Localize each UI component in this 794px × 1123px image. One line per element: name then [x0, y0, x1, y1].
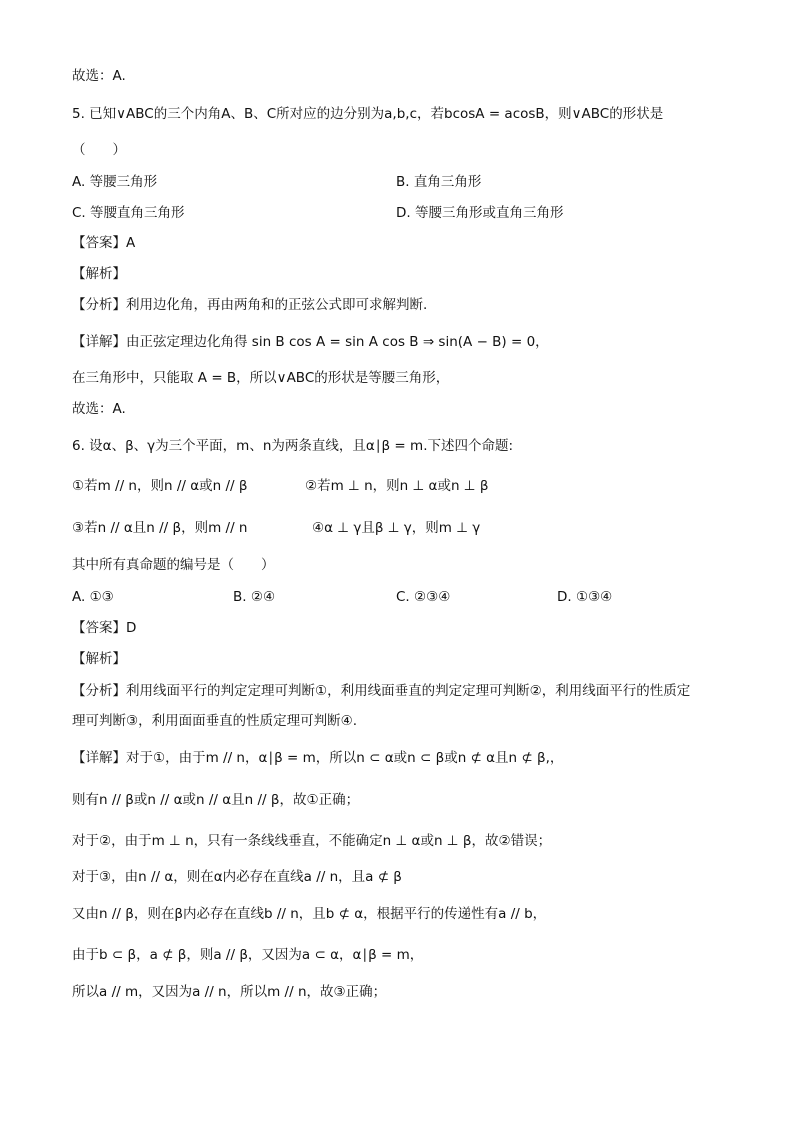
detail-text: 在三角形中，只能取 A = B，所以∨ABC的形状是等腰三角形，	[72, 370, 450, 386]
question-6-stem: 6. 设α、β、γ为三个平面，m、n为两条直线，且α∣β = m.下述四个命题:	[72, 438, 514, 454]
detail-text: 对于③，由n // α，则在α内必存在直线a // n，且a ⊄ β	[72, 869, 402, 885]
option-b: B. 直角三角形	[396, 174, 482, 190]
detail-text: 则有n // β或n // α或n // α且n // β，故①正确；	[72, 792, 360, 808]
proposition-3: ③若n // α且n // β，则m // n	[72, 520, 248, 536]
detail-text: 对于②，由于m ⊥ n，只有一条线线垂直，不能确定n ⊥ α或n ⊥ β，故②错误；	[72, 833, 552, 849]
detail-text: 【详解】对于①，由于m // n，α∣β = m，所以n ⊂ α或n ⊂ β或n ⊄ α且n ⊄ β,，	[72, 750, 564, 766]
detail-text: 由于b ⊂ β，a ⊄ β，则a // β，又因为a ⊂ α，α∣β = m，	[72, 947, 424, 963]
option-d: D. 等腰三角形或直角三角形	[396, 205, 564, 221]
text-line: 故选：A.	[72, 68, 126, 84]
analysis-text: 【分析】利用线面平行的判定定理可判断①，利用线面垂直的判定定理可判断②，利用线面平行的性质定	[72, 683, 691, 699]
proposition-2: ②若m ⊥ n，则n ⊥ α或n ⊥ β	[305, 478, 489, 494]
question-5-paren: （ ）	[72, 142, 126, 158]
question-6-prompt: 其中所有真命题的编号是（ ）	[72, 557, 275, 573]
analysis-text: 理可判断③，利用面面垂直的性质定理可判断④.	[72, 713, 357, 729]
answer-label: 【答案】A	[72, 235, 136, 251]
option-a: A. ①③	[72, 589, 114, 605]
proposition-4: ④α ⊥ γ且β ⊥ γ，则m ⊥ γ	[312, 520, 481, 536]
proposition-1: ①若m // n，则n // α或n // β	[72, 478, 248, 494]
analysis-label: 【解析】	[72, 651, 126, 667]
detail-text: 所以a // m，又因为a // n，所以m // n，故③正确；	[72, 984, 387, 1000]
analysis-label: 【解析】	[72, 266, 126, 282]
question-5-stem: 5. 已知∨ABC的三个内角A、B、C所对应的边分别为a,b,c，若bcosA = acosB，则∨ABC的形状是	[72, 106, 664, 122]
answer-label: 【答案】D	[72, 620, 137, 636]
option-b: B. ②④	[233, 589, 276, 605]
text-line: 故选：A.	[72, 401, 126, 417]
option-c: C. 等腰直角三角形	[72, 205, 185, 221]
option-a: A. 等腰三角形	[72, 174, 158, 190]
option-c: C. ②③④	[396, 589, 451, 605]
detail-text: 【详解】由正弦定理边化角得 sin B cos A = sin A cos B ⇒ sin(A − B) = 0，	[72, 334, 549, 350]
option-d: D. ①③④	[557, 589, 613, 605]
detail-text: 又由n // β，则在β内必存在直线b // n，且b ⊄ α，根据平行的传递性有a // b，	[72, 906, 547, 922]
analysis-text: 【分析】利用边化角，再由两角和的正弦公式即可求解判断.	[72, 297, 428, 313]
